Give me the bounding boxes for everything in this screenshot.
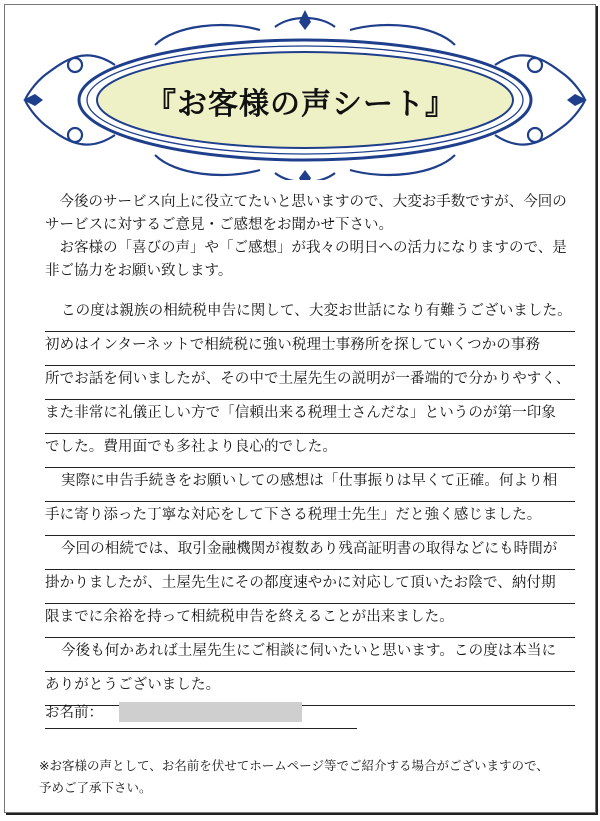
redacted-name xyxy=(119,702,302,722)
intro-paragraph: 今後のサービス向上に役立てたいと思いますので、大変お手数ですが、今回のサービスに対するご意見・ご感想をお聞かせ下さい。 xyxy=(45,194,567,233)
feedback-line: ありがとうございました。 xyxy=(45,672,575,706)
feedback-line: また非常に礼儀正しい方で「信頼出来る税理士さんだな」というのが第一印象 xyxy=(45,400,575,434)
customer-voice-sheet xyxy=(4,4,596,813)
feedback-line: 今後も何かあれば土屋先生にご相談に伺いたいと思います。この度は本当に xyxy=(45,638,575,672)
feedback-line: この度は親族の相続税申告に関して、大変お世話になり有難うございました。 xyxy=(45,298,575,332)
feedback-line: 初めはインターネットで相続税に強い税理士事務所を探していくつかの事務 xyxy=(45,332,575,366)
feedback-body xyxy=(45,298,575,706)
feedback-line: 限までに余裕を持って相続税申告を終えることが出来ました。 xyxy=(45,604,575,638)
page-title: 『お客様の声シート』 xyxy=(146,87,456,122)
feedback-line: 掛かりましたが、土屋先生にその都度速やかに対応して頂いたお陰で、納付期 xyxy=(45,570,575,604)
feedback-line: でした。費用面でも多社より良心的でした。 xyxy=(45,434,575,468)
feedback-line: 今回の相続では、取引金融機関が複数あり残高証明書の取得などにも時間が xyxy=(45,536,575,570)
name-label: お名前： xyxy=(45,705,103,721)
feedback-line: 手に寄り添った丁寧な対応をして下さる税理士先生」だと強く感じました。 xyxy=(45,502,575,536)
intro-section xyxy=(45,191,575,283)
footnote xyxy=(39,755,579,799)
footnote-line: ※お客様の声として、お名前を伏せてホームページ等でご紹介する場合がございますので、 xyxy=(39,758,549,773)
feedback-line: 所でお話を伺いましたが、その中で土屋先生の説明が一番端的で分かりやすく、 xyxy=(45,366,575,400)
name-field-row xyxy=(45,698,357,729)
footnote-line: 予めご了承下さい。 xyxy=(39,780,152,795)
intro-paragraph: お客様の「喜びの声」や「ご感想」が我々の明日への活力になりますので、是非ご協力をお願い致します。 xyxy=(45,240,567,279)
feedback-line: 実際に申告手続きをお願いしての感想は「仕事振りは早くて正確。何より相 xyxy=(45,468,575,502)
